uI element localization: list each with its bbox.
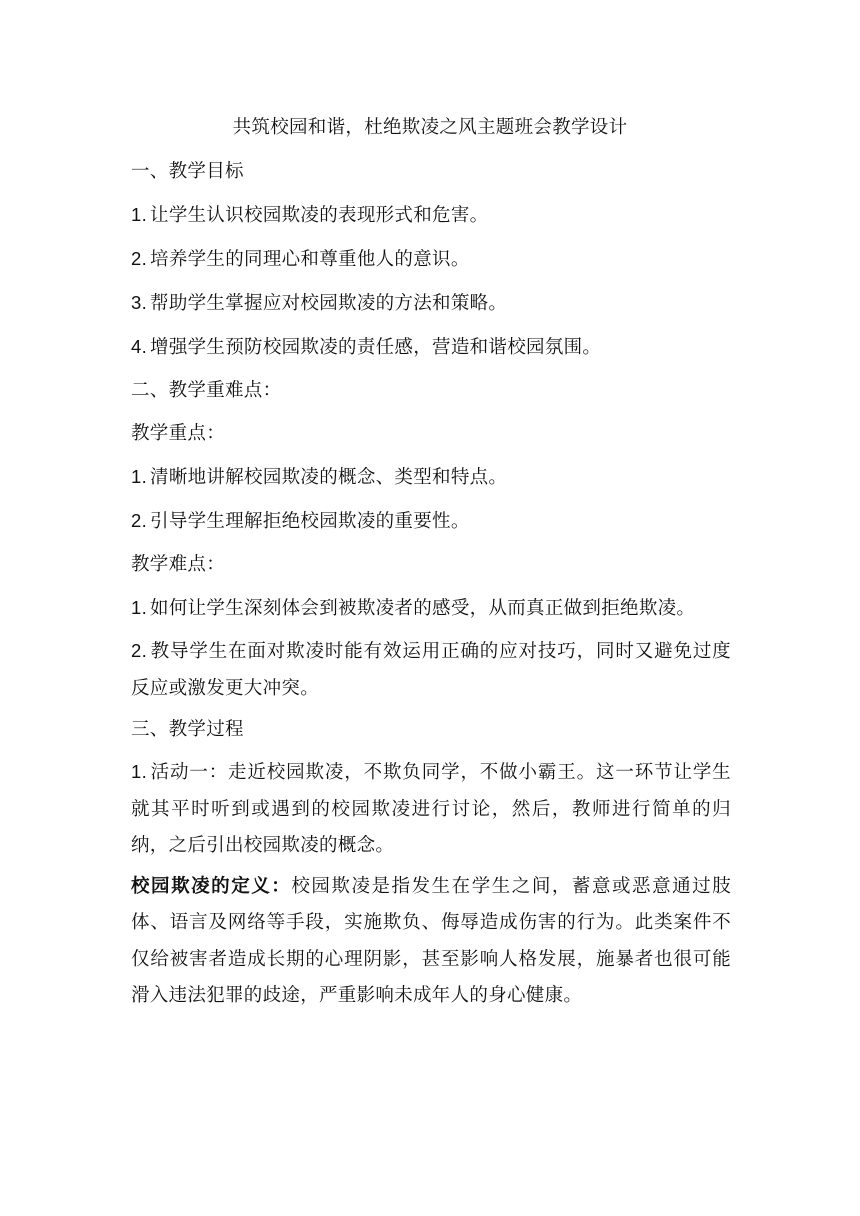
definition-text: 校园欺凌是指发生在学生之间，蓄意或恶意通过肢体、语言及网络等手段，实施欺负、侮辱造成伤害的行为。此类案件不仅给被害者造成长期的心理阴影，甚至影响人格发展，施暴者也很可能滑入违法犯罪的歧途，严重影响未成年人的身心健康。	[131, 875, 731, 1006]
item-number: 1.	[131, 204, 148, 225]
objective-item	[131, 200, 731, 230]
key-point-item	[131, 462, 731, 492]
item-number: 2.	[131, 248, 148, 269]
item-text: 活动一：走近校园欺凌，不欺负同学，不做小霸王。这一环节让学生就其平时听到或遇到的校园欺凌进行讨论，然后，教师进行简单的归纳，之后引出校园欺凌的概念。	[131, 762, 731, 856]
item-number: 2.	[131, 640, 148, 661]
difficult-point-item	[131, 633, 731, 707]
item-text: 如何让学生深刻体会到被欺凌者的感受，从而真正做到拒绝欺凌。	[150, 598, 696, 619]
item-number: 3.	[131, 292, 148, 313]
objective-item	[131, 244, 731, 274]
document-body	[131, 157, 731, 1023]
section-heading-objectives: 一、教学目标	[131, 161, 244, 182]
section-heading-process: 三、教学过程	[131, 719, 244, 740]
activity-paragraph	[131, 754, 731, 865]
item-text: 培养学生的同理心和尊重他人的意识。	[150, 249, 470, 270]
item-number: 2.	[131, 510, 148, 531]
objective-item	[131, 332, 731, 362]
item-text: 清晰地讲解校园欺凌的概念、类型和特点。	[150, 467, 508, 488]
item-text: 让学生认识校园欺凌的表现形式和危害。	[150, 205, 489, 226]
definition-label: 校园欺凌的定义：	[131, 875, 292, 897]
definition-paragraph	[131, 869, 731, 1015]
key-point-item	[131, 506, 731, 536]
section-heading-key-difficult: 二、教学重难点：	[131, 380, 282, 401]
objective-item	[131, 288, 731, 318]
item-number: 1.	[131, 466, 148, 487]
item-text: 引导学生理解拒绝校园欺凌的重要性。	[150, 511, 470, 532]
item-number: 4.	[131, 336, 148, 357]
subheading-key-points: 教学重点：	[131, 423, 226, 444]
item-text: 增强学生预防校园欺凌的责任感，营造和谐校园氛围。	[150, 337, 602, 358]
item-number: 1.	[131, 761, 148, 782]
item-text: 教导学生在面对欺凌时能有效运用正确的应对技巧，同时又避免过度反应或激发更大冲突。	[131, 641, 731, 699]
item-text: 帮助学生掌握应对校园欺凌的方法和策略。	[150, 293, 508, 314]
item-number: 1.	[131, 597, 148, 618]
document-title: 共筑校园和谐，杜绝欺凌之风主题班会教学设计	[232, 117, 628, 138]
difficult-point-item	[131, 593, 731, 623]
subheading-difficult-points: 教学难点：	[131, 554, 226, 575]
